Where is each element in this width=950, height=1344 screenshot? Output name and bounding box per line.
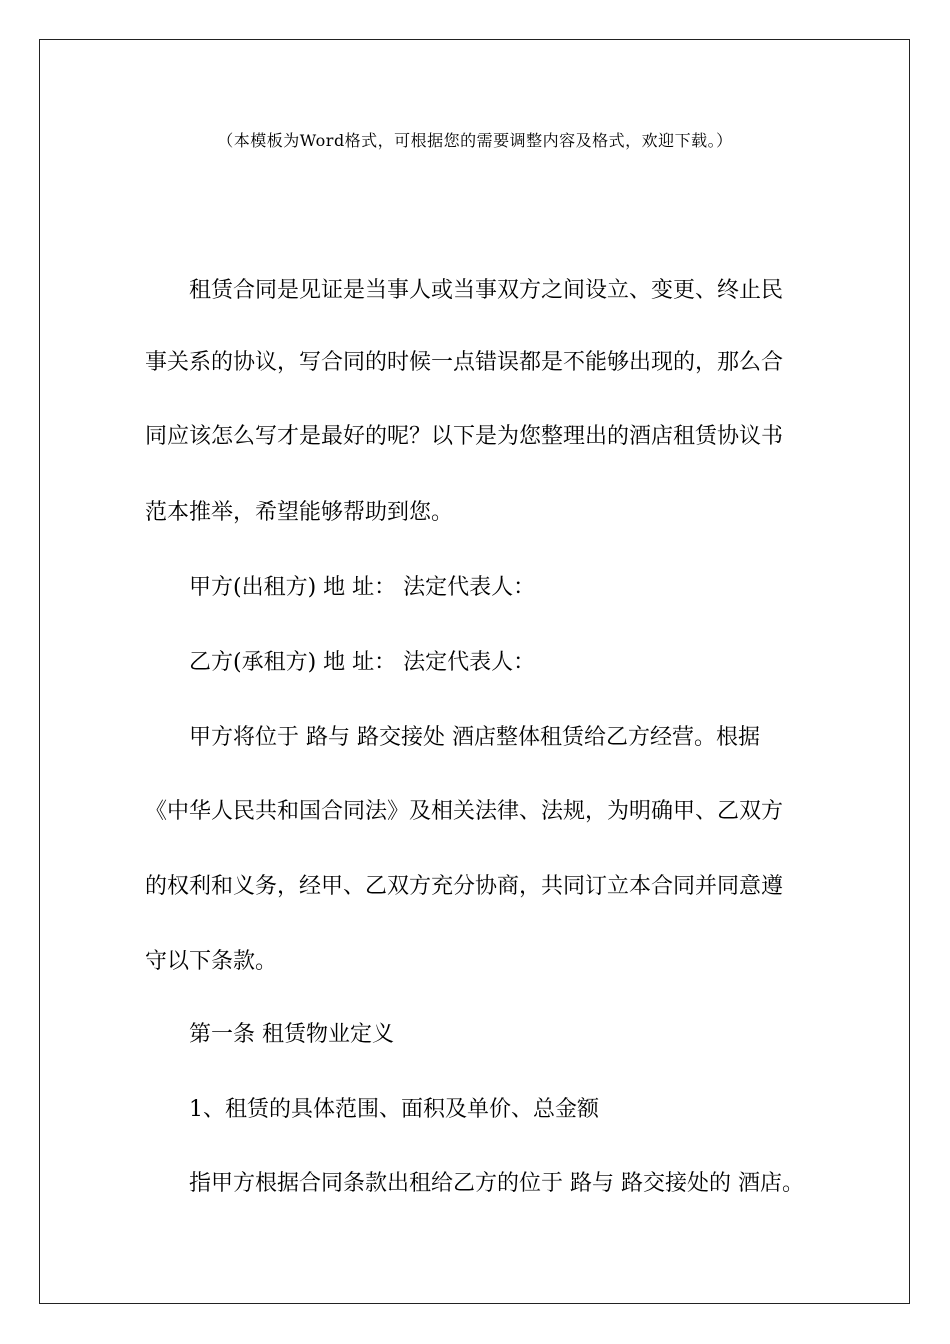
article-1-heading: 第一条 租赁物业定义 xyxy=(189,1022,394,1047)
paragraph-lease-line-1: 甲方将位于 路与 路交接处 酒店整体租赁给乙方经营。根据 xyxy=(189,725,760,750)
paragraph-lease-line-4: 守以下条款。 xyxy=(145,949,278,974)
paragraph-intro-line-4: 范本推举，希望能够帮助到您。 xyxy=(145,500,454,525)
paragraph-lease-line-2: 《中华人民共和国合同法》及相关法律、法规，为明确甲、乙双方 xyxy=(145,799,784,824)
paragraph-lease-line-3: 的权利和义务，经甲、乙双方充分协商，共同订立本合同并同意遵 xyxy=(145,874,784,899)
paragraph-intro-line-2: 事关系的协议，写合同的时候一点错误都是不能够出现的，那么合 xyxy=(145,350,784,375)
paragraph-intro-line-1: 租赁合同是见证是当事人或当事双方之间设立、变更、终止民 xyxy=(189,278,784,303)
article-1-item-1-text: 指甲方根据合同条款出租给乙方的位于 路与 路交接处的 酒店。 xyxy=(189,1171,804,1196)
party-b-line: 乙方(承租方) 地 址： 法定代表人： xyxy=(189,650,536,675)
party-a-line: 甲方(出租方) 地 址： 法定代表人： xyxy=(189,575,536,600)
article-1-item-1: 1、租赁的具体范围、面积及单价、总金额 xyxy=(189,1097,599,1122)
paragraph-intro-line-3: 同应该怎么写才是最好的呢？以下是为您整理出的酒店租赁协议书 xyxy=(145,424,784,449)
template-note: （本模板为Word格式，可根据您的需要调整内容及格式，欢迎下载。） xyxy=(217,131,733,150)
